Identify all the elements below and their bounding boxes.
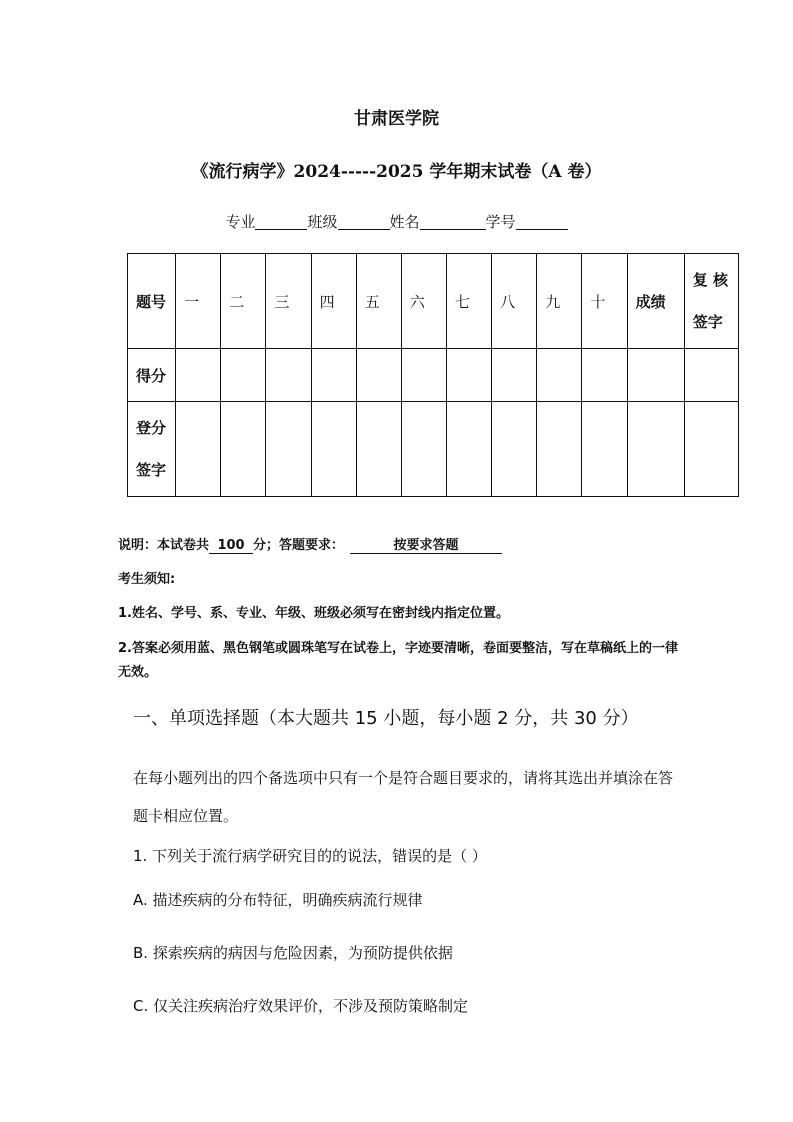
column-header: 八	[492, 254, 537, 349]
student-info-row	[0, 211, 793, 232]
signature-cell[interactable]	[447, 402, 492, 497]
signature-cell[interactable]	[684, 402, 738, 497]
row-label-question-number: 题号	[128, 254, 176, 349]
section-instruction: 在每小题列出的四个备选项中只有一个是符合题目要求的，请将其选出并填涂在答题卡相应位置。	[133, 769, 674, 825]
score-cell[interactable]	[176, 349, 221, 402]
column-header: 九	[537, 254, 582, 349]
name-label: 姓名	[389, 213, 420, 231]
answer-requirement: 按要求答题	[350, 534, 502, 554]
total-score-header: 成绩	[627, 254, 684, 349]
column-header: 五	[356, 254, 401, 349]
signature-cell[interactable]	[221, 402, 266, 497]
total-prefix: 说明：本试卷共	[118, 538, 210, 553]
question-stem: 1. 下列关于流行病学研究目的的说法，错误的是（ ）	[133, 847, 487, 865]
name-field[interactable]	[420, 213, 486, 230]
review-signature-header: 复 核签字	[684, 254, 738, 349]
signature-cell[interactable]	[311, 402, 356, 497]
option-a: A. 描述疾病的分布特征，明确疾病流行规律	[133, 891, 423, 909]
exam-description	[118, 534, 502, 554]
signature-cell[interactable]	[266, 402, 311, 497]
review-signature-cell[interactable]	[684, 349, 738, 402]
score-cell[interactable]	[537, 349, 582, 402]
score-cell[interactable]	[492, 349, 537, 402]
row-label-score: 得分	[128, 349, 176, 402]
option-c: C. 仅关注疾病治疗效果评价，不涉及预防策略制定	[133, 997, 469, 1015]
exam-title: 《流行病学》2024-----2025 学年期末试卷（A 卷）	[191, 162, 602, 182]
score-cell[interactable]	[447, 349, 492, 402]
column-header: 二	[221, 254, 266, 349]
signature-cell[interactable]	[627, 402, 684, 497]
score-cell[interactable]	[221, 349, 266, 402]
signature-cell[interactable]	[582, 402, 627, 497]
signature-cell[interactable]	[356, 402, 401, 497]
signature-cell[interactable]	[492, 402, 537, 497]
score-cell[interactable]	[582, 349, 627, 402]
score-table	[127, 253, 739, 497]
score-cell[interactable]	[266, 349, 311, 402]
candidate-notice-heading: 考生须知:	[118, 572, 176, 587]
row-label-grader-signature: 登分签字	[128, 402, 176, 497]
signature-cell[interactable]	[176, 402, 221, 497]
column-header: 四	[311, 254, 356, 349]
column-header: 六	[401, 254, 446, 349]
student-id-field[interactable]	[516, 213, 568, 230]
notice-rule-1: 1.姓名、学号、系、专业、年级、班级必须写在密封线内指定位置。	[118, 606, 509, 621]
notice-rule-2: 2.答案必须用蓝、黑色钢笔或圆珠笔写在试卷上，字迹要清晰，卷面要整洁，写在草稿纸上的一律无效。	[118, 641, 678, 680]
total-score-cell[interactable]	[627, 349, 684, 402]
id-label: 学号	[485, 213, 516, 231]
column-header: 十	[582, 254, 627, 349]
major-field[interactable]	[255, 213, 307, 230]
school-name: 甘肃医学院	[354, 109, 439, 129]
grader-signature-row	[128, 402, 739, 497]
signature-cell[interactable]	[537, 402, 582, 497]
score-cell[interactable]	[311, 349, 356, 402]
score-row	[128, 349, 739, 402]
question-number-row	[128, 254, 739, 349]
total-score-value: 100	[209, 538, 253, 554]
class-label: 班级	[307, 213, 338, 231]
major-label: 专业	[225, 213, 256, 231]
column-header: 七	[447, 254, 492, 349]
score-cell[interactable]	[401, 349, 446, 402]
score-cell[interactable]	[356, 349, 401, 402]
section-title: 一、单项选择题（本大题共 15 小题，每小题 2 分，共 30 分）	[133, 708, 639, 729]
class-field[interactable]	[338, 213, 390, 230]
column-header: 三	[266, 254, 311, 349]
column-header: 一	[176, 254, 221, 349]
option-b: B. 探索疾病的病因与危险因素，为预防提供依据	[133, 944, 453, 962]
total-suffix: 分；答题要求：	[253, 538, 345, 553]
signature-cell[interactable]	[401, 402, 446, 497]
